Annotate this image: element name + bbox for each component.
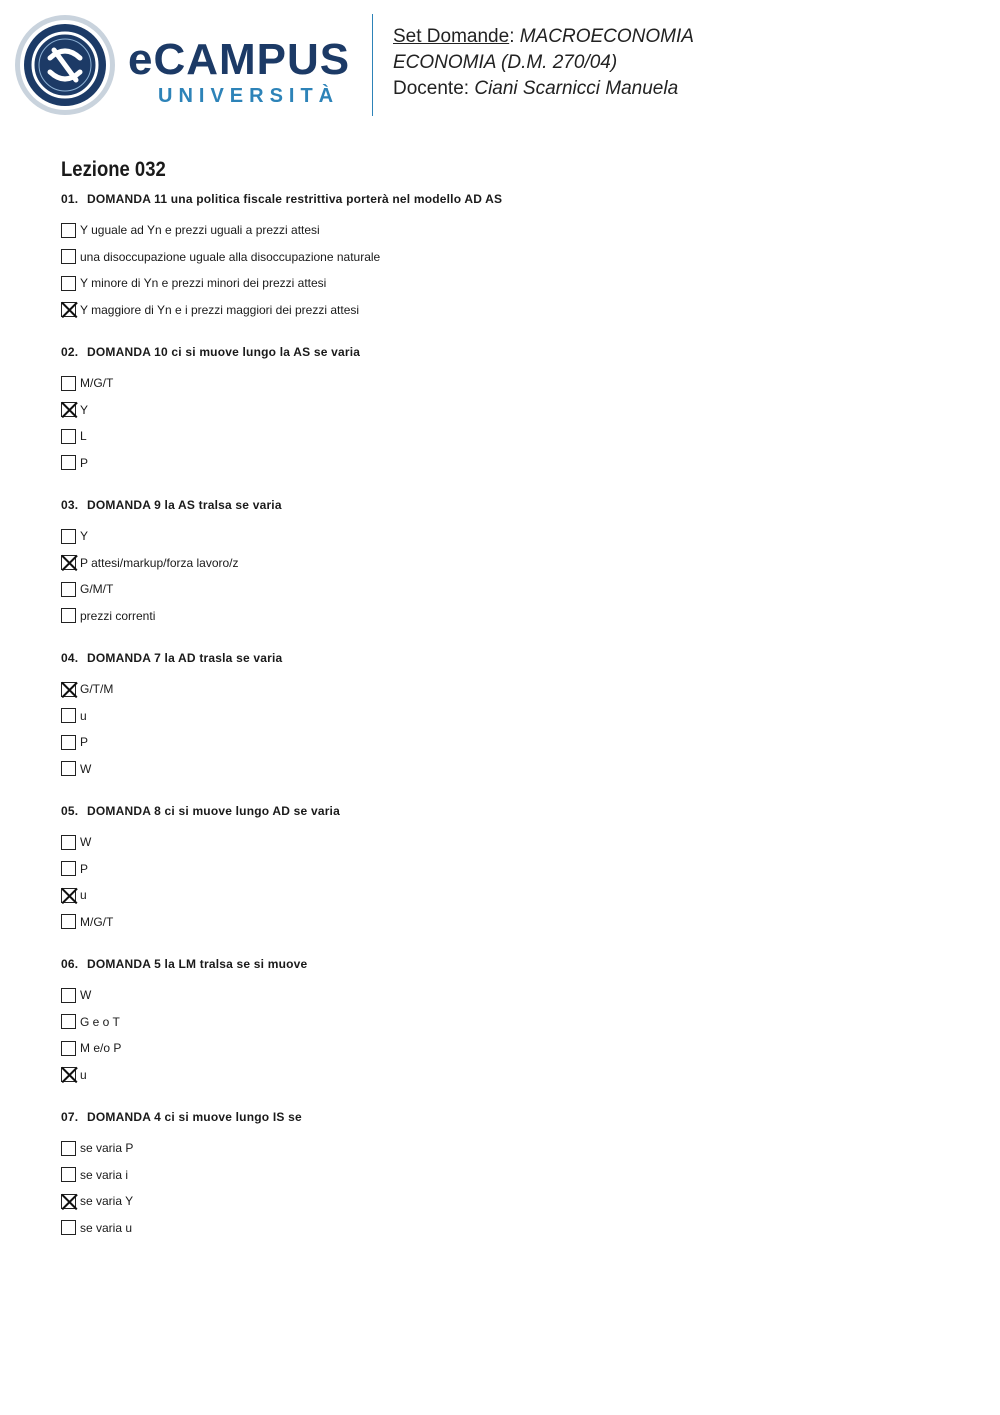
checkbox-checked-icon[interactable] [61, 1067, 76, 1082]
checkbox-checked-icon[interactable] [61, 1194, 76, 1209]
checkbox-icon[interactable] [61, 376, 76, 391]
answer-option[interactable] [61, 576, 941, 603]
question-block [61, 651, 941, 782]
question-number: 05. [61, 804, 79, 818]
question-number: 07. [61, 1110, 79, 1124]
checkbox-icon[interactable] [61, 529, 76, 544]
answer-option[interactable] [61, 1215, 941, 1242]
checkbox-icon[interactable] [61, 914, 76, 929]
answer-text: P [80, 735, 89, 750]
checkbox-icon[interactable] [61, 276, 76, 291]
question-text: DOMANDA 7 la AD trasla se varia [87, 651, 283, 665]
answer-text: Y [80, 529, 89, 544]
question-set [61, 158, 941, 1263]
checkbox-icon[interactable] [61, 988, 76, 1003]
question-title [61, 1110, 941, 1124]
answer-option[interactable] [61, 370, 941, 397]
set-line: Set Domande: MACROECONOMIA [393, 26, 694, 47]
checkbox-icon[interactable] [61, 761, 76, 776]
checkbox-icon[interactable] [61, 708, 76, 723]
course-info [393, 24, 694, 102]
answer-list [61, 829, 941, 935]
answer-list [61, 523, 941, 629]
answer-text: P [80, 455, 89, 470]
page-header [0, 0, 1000, 130]
answer-option[interactable] [61, 982, 941, 1009]
checkbox-icon[interactable] [61, 835, 76, 850]
answer-text: W [80, 835, 92, 850]
answer-option[interactable] [61, 270, 941, 297]
answer-text: G/M/T [80, 582, 114, 597]
answer-text: M e/o P [80, 1041, 122, 1056]
answer-text: G/T/M [80, 682, 114, 697]
answer-option[interactable] [61, 856, 941, 883]
answer-option[interactable] [61, 603, 941, 630]
checkbox-icon[interactable] [61, 1041, 76, 1056]
answer-text: se varia Y [80, 1194, 134, 1209]
question-block [61, 192, 941, 323]
question-number: 01. [61, 192, 79, 206]
course-line [393, 50, 694, 76]
answer-option[interactable] [61, 450, 941, 477]
question-text: DOMANDA 8 ci si muove lungo AD se varia [87, 804, 340, 818]
logo-wordmark [128, 36, 350, 108]
ecampus-logo-icon [14, 14, 116, 116]
answer-option[interactable] [61, 676, 941, 703]
checkbox-icon[interactable] [61, 455, 76, 470]
checkbox-icon[interactable] [61, 861, 76, 876]
set-label: Set Domande [393, 26, 510, 47]
answer-text: Y minore di Yn e prezzi minori dei prezzi attesi [80, 276, 327, 291]
set-value: MACROECONOMIA [519, 26, 694, 47]
answer-text: W [80, 761, 92, 776]
checkbox-icon[interactable] [61, 1014, 76, 1029]
question-text: DOMANDA 11 una politica fiscale restrittiva porterà nel modello AD AS [87, 192, 503, 206]
logo-brand-text: eCAMPUS [128, 35, 351, 84]
answer-text: M/G/T [80, 376, 114, 391]
answer-text: Y [80, 402, 89, 417]
answer-option[interactable] [61, 423, 941, 450]
checkbox-icon[interactable] [61, 223, 76, 238]
checkbox-checked-icon[interactable] [61, 888, 76, 903]
question-number: 04. [61, 651, 79, 665]
answer-option[interactable] [61, 1135, 941, 1162]
checkbox-checked-icon[interactable] [61, 402, 76, 417]
question-block [61, 804, 941, 935]
answer-option[interactable] [61, 297, 941, 324]
logo-sub-text: UNIVERSITÀ [158, 85, 340, 107]
checkbox-icon[interactable] [61, 1141, 76, 1156]
checkbox-checked-icon[interactable] [61, 302, 76, 317]
checkbox-icon[interactable] [61, 608, 76, 623]
answer-list [61, 676, 941, 782]
answer-text: L [80, 429, 87, 444]
answer-option[interactable] [61, 729, 941, 756]
answer-option[interactable] [61, 550, 941, 577]
checkbox-icon[interactable] [61, 735, 76, 750]
question-block [61, 345, 941, 476]
question-title [61, 192, 941, 206]
answer-option[interactable] [61, 244, 941, 271]
answer-option[interactable] [61, 703, 941, 730]
answer-text: P attesi/markup/forza lavoro/z [80, 555, 239, 570]
question-title [61, 957, 941, 971]
checkbox-checked-icon[interactable] [61, 555, 76, 570]
question-title [61, 804, 941, 818]
docente-line: Docente: Ciani Scarnicci Manuela [393, 78, 679, 99]
question-number: 06. [61, 957, 79, 971]
answer-list [61, 982, 941, 1088]
answer-option[interactable] [61, 217, 941, 244]
question-text: DOMANDA 4 ci si muove lungo IS se [87, 1110, 302, 1124]
answer-option[interactable] [61, 1188, 941, 1215]
course-value: ECONOMIA (D.M. 270/04) [393, 52, 618, 73]
checkbox-icon[interactable] [61, 1167, 76, 1182]
answer-option[interactable] [61, 523, 941, 550]
answer-option[interactable] [61, 882, 941, 909]
answer-option[interactable] [61, 756, 941, 783]
question-title [61, 345, 941, 359]
answer-text: u [80, 708, 87, 723]
answer-option[interactable] [61, 1035, 941, 1062]
answer-list [61, 217, 941, 323]
question-number: 02. [61, 345, 79, 359]
answer-text: u [80, 1067, 87, 1082]
question-block [61, 1110, 941, 1241]
checkbox-icon[interactable] [61, 582, 76, 597]
answer-option[interactable] [61, 1062, 941, 1089]
question-block [61, 498, 941, 629]
answer-text: una disoccupazione uguale alla disoccupazione naturale [80, 249, 381, 264]
question-number: 03. [61, 498, 79, 512]
answer-text: P [80, 861, 89, 876]
answer-text: W [80, 988, 92, 1003]
question-text: DOMANDA 10 ci si muove lungo la AS se varia [87, 345, 361, 359]
answer-text: prezzi correnti [80, 608, 156, 623]
answer-option[interactable] [61, 829, 941, 856]
header-divider [372, 14, 373, 116]
checkbox-checked-icon[interactable] [61, 682, 76, 697]
answer-text: se varia P [80, 1141, 134, 1156]
answer-text: se varia u [80, 1220, 133, 1235]
question-block [61, 957, 941, 1088]
checkbox-icon[interactable] [61, 429, 76, 444]
answer-text: u [80, 888, 87, 903]
question-list [61, 192, 941, 1241]
answer-option[interactable] [61, 909, 941, 936]
question-title [61, 498, 941, 512]
answer-text: Y uguale ad Yn e prezzi uguali a prezzi attesi [80, 223, 320, 238]
answer-text: M/G/T [80, 914, 114, 929]
answer-text: Y maggiore di Yn e i prezzi maggiori dei prezzi attesi [80, 302, 360, 317]
question-text: DOMANDA 5 la LM tralsa se si muove [87, 957, 308, 971]
question-text: DOMANDA 9 la AS tralsa se varia [87, 498, 282, 512]
answer-text: se varia i [80, 1167, 129, 1182]
docente-value: Ciani Scarnicci Manuela [474, 78, 679, 99]
answer-option[interactable] [61, 1162, 941, 1189]
question-title [61, 651, 941, 665]
docente-label: Docente [393, 78, 464, 99]
answer-option[interactable] [61, 1009, 941, 1036]
checkbox-icon[interactable] [61, 1220, 76, 1235]
answer-option[interactable] [61, 397, 941, 424]
answer-text: G e o T [80, 1014, 120, 1029]
answer-list [61, 370, 941, 476]
checkbox-icon[interactable] [61, 249, 76, 264]
lesson-title: Lezione 032 [61, 158, 166, 181]
answer-list [61, 1135, 941, 1241]
